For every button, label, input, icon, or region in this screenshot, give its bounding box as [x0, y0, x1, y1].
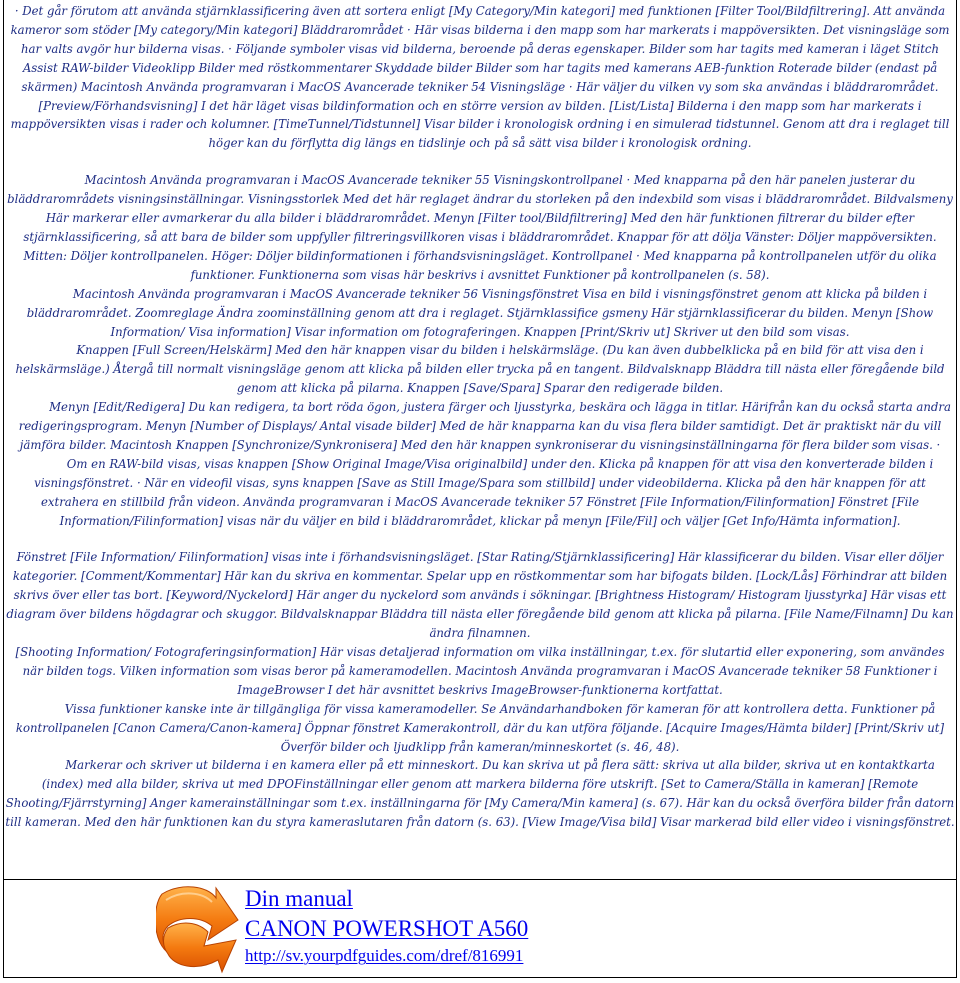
- paragraph-file-information: Fönstret [File Information/ Filinformation] visas inte i förhandsvisningsläget. [Star Rating/Stjärnklassificering] Här klassificerar du bilden. Visar eller döljer kategorier. [Comment/Kommentar] Här kan du skriva en kommentar. Spelar upp en röstkommentar som har bifogats bilden. [Lock/Lås] Förhindrar att bilden skrivs över eller tas bort. [Keyword/Nyckelord] Här anger du nyckelord som används i sökningar. [Brightness Histogram/ Histogram ljusstyrka] Här visas ett diagram över bildens högdagrar och skuggor. Bildvalsknappar Bläddra till nästa eller föregående bild genom att klicka på pilarna. [File Name/Filnamn] Du kan ändra filnamnen.: [6, 550, 954, 641]
- footer-links: [245, 884, 528, 968]
- paragraph-viewer-window: Macintosh Använda programvaran i MacOS Avancerade tekniker 56 Visningsfönstret Visa en bild i visningsfönstret genom att klicka på bilden i bläddrarområdet. Zoomreglage Ändra zoominställning genom att dra i reglaget. Stjärnklassifice gsmeny Här stjärnklassificerar du bilden. Menyn [Show Information/ Visa information] Visar information om fotograferingen. Knappen [Print/Skriv ut] Skriver ut den bild som visas.: [26, 286, 934, 339]
- footer: [8, 880, 948, 976]
- paragraph-raw-image: Om en RAW-bild visas, visas knappen [Show Original Image/Visa originalbild] under den. Klicka på knappen för att visa den konverterade bilden i visningsfönstret. · När en videofil visas, syns knappen [Save as Still Image/Spara som stillbild] under videobilderna. Klicka på den här knappen för att extrahera en stillbild från videon. Använda programvaran i MacOS Avancerade tekniker 57 Fönstret [File Information/Filinformation] Fönstret [File Information/Filinformation] visas när du väljer en bild i bläddrarområdet, klickar på menyn [File/Fil] och väljer [Get Info/Hämta information].: [34, 456, 934, 528]
- manual-link[interactable]: Din manual: [245, 886, 353, 911]
- paragraph-gap: [5, 530, 955, 548]
- paragraph-full-screen: Knappen [Full Screen/Helskärm] Med den här knappen visar du bilden i helskärmsläge. (Du kan även dubbelklicka på en bild för att visa den i helskärmsläge.) Återgå till normalt visningsläge genom att klicka på bilden eller trycka på en tangent. Bildvalsknapp Bläddra till nästa eller föregående bild genom att klicka på pilarna. Knappen [Save/Spara] Sparar den redigerade bilden.: [15, 343, 945, 396]
- paragraph-gap: [5, 153, 955, 171]
- paragraph-control-panel: Macintosh Använda programvaran i MacOS Avancerade tekniker 55 Visningskontrollpanel · Med knapparna på den här panelen justerar du bläddrarområdets visningsinställningar. Visningsstorlek Med det här reglaget ändrar du storleken på den indexbild som visas i bläddrarområdet. Bildvalsmeny Här markerar eller avmarkerar du alla bilder i bläddrarområdet. Menyn [Filter tool/Bildfiltrering] Med den här funktionen filtrerar du bilder efter stjärnklassificering, så att bara de bilder som uppfyller filtreringsvillkoren visas i bläddrarområdet. Knappar för att dölja Vänster: Döljer mappöversikten. Mitten: Döljer kontrollpanelen. Höger: Döljer bildinformationen i förhandsvisningsläget. Kontrollpanel · Med knapparna på kontrollpanelen utför du olika funktioner. Funktionerna som visas här beskrivs i avsnittet Funktioner på kontrollpanelen (s. 58).: [7, 173, 953, 282]
- paragraph-functions: Vissa funktioner kanske inte är tillgängliga för vissa kameramodeller. Se Användarhandboken för kameran för att kontrollera detta. Funktioner på kontrollpanelen [Canon Camera/Canon-kamera] Öppnar fönstret Kamerakontroll, där du kan utföra följande. [Acquire Images/Hämta bilder] [Print/Skriv ut] Överför bilder och ljudklipp från kameran/minneskortet (s. 46, 48).: [15, 701, 945, 754]
- paragraph-shooting-information: [Shooting Information/ Fotograferingsinformation] Här visas detaljerad information om vilka inställningar, t.ex. för slutartid eller exponering, som användes när bilden togs. Vilken information som visas beror på kameramodellen. Macintosh Använda programvaran i MacOS Avancerade tekniker 58 Funktioner i ImageBrowser I det här avsnittet beskrivs ImageBrowser-funktionerna kortfattat.: [15, 645, 945, 697]
- paragraph-browser-area: · Det går förutom att använda stjärnklassificering även att sortera enligt [My Category/Min kategori] med funktionen [Filter Tool/Bildfiltrering]. Att använda kameror som stöder [My category/Min kategori] Bläddrarområdet · Här visas bilderna i den mapp som har markerats i mappöversikten. Det visningsläge som har valts avgör hur bilderna visas. · Följande symboler visas vid bilderna, beroende på deras egenskaper. Bilder som har tagits med kameran i läget Stitch Assist RAW-bilder Videoklipp Bilder med röstkommentarer Skyddade bilder Bilder som har tagits med kamerans AEB-funktion Roterade bilder (endast på skärmen) Macintosh Använda programvaran i MacOS Avancerade tekniker 54 Visningsläge · Här väljer du vilken vy som ska användas i bläddrarområdet. [Preview/Förhandsvisning] I det här läget visas bildinformation och en större version av bilden. [List/Lista] Bilderna i den mapp som har markerats i mappöversikten visas i rader och kolumner. [TimeTunnel/Tidstunnel] Visar bilder i kronologisk ordning i en simulerad tidstunnel. Genom att dra i reglaget till höger kan du förflytta dig längs en tidslinje och på så sätt visa bilder i kronologisk ordning.: [10, 4, 950, 151]
- manual-text: [5, 2, 955, 832]
- paragraph-print-images: Markerar och skriver ut bilderna i en kamera eller på ett minneskort. Du kan skriva ut på flera sätt: skriva ut alla bilder, skriva ut en kontaktkarta (index) med alla bilder, skriva ut med DPOFinställningar eller genom att markera bilderna före utskrift. [Set to Camera/Ställa in kameran] [Remote Shooting/Fjärrstyrning] Anger kamerainställningar som t.ex. inställningarna för [My Camera/Min kamera] (s. 67). Här kan du också överföra bilder från datorn till kameran. Med den här funktionen kan du styra kameraslutaren från datorn (s. 63). [View Image/Visa bild] Visar markerad bild eller video i visningsfönstret.: [5, 758, 955, 830]
- url-link[interactable]: http://sv.yourpdfguides.com/dref/816991: [245, 946, 524, 965]
- orange-arrow-icon: [156, 880, 242, 976]
- product-link[interactable]: CANON POWERSHOT A560: [245, 916, 529, 941]
- paragraph-edit-menu: Menyn [Edit/Redigera] Du kan redigera, ta bort röda ögon, justera färger och ljusstyrka, beskära och lägga in titlar. Härifrån kan du också starta andra redigeringsprogram. Menyn [Number of Displays/ Antal visade bilder] Med de här knapparna kan du visa flera bilder samtidigt. Det är praktiskt när du vill jämföra bilder. Macintosh Knappen [Synchronize/Synkronisera] Med den här knappen synkroniserar du visningsinställningarna för flera bilder som visas. ·: [18, 400, 951, 452]
